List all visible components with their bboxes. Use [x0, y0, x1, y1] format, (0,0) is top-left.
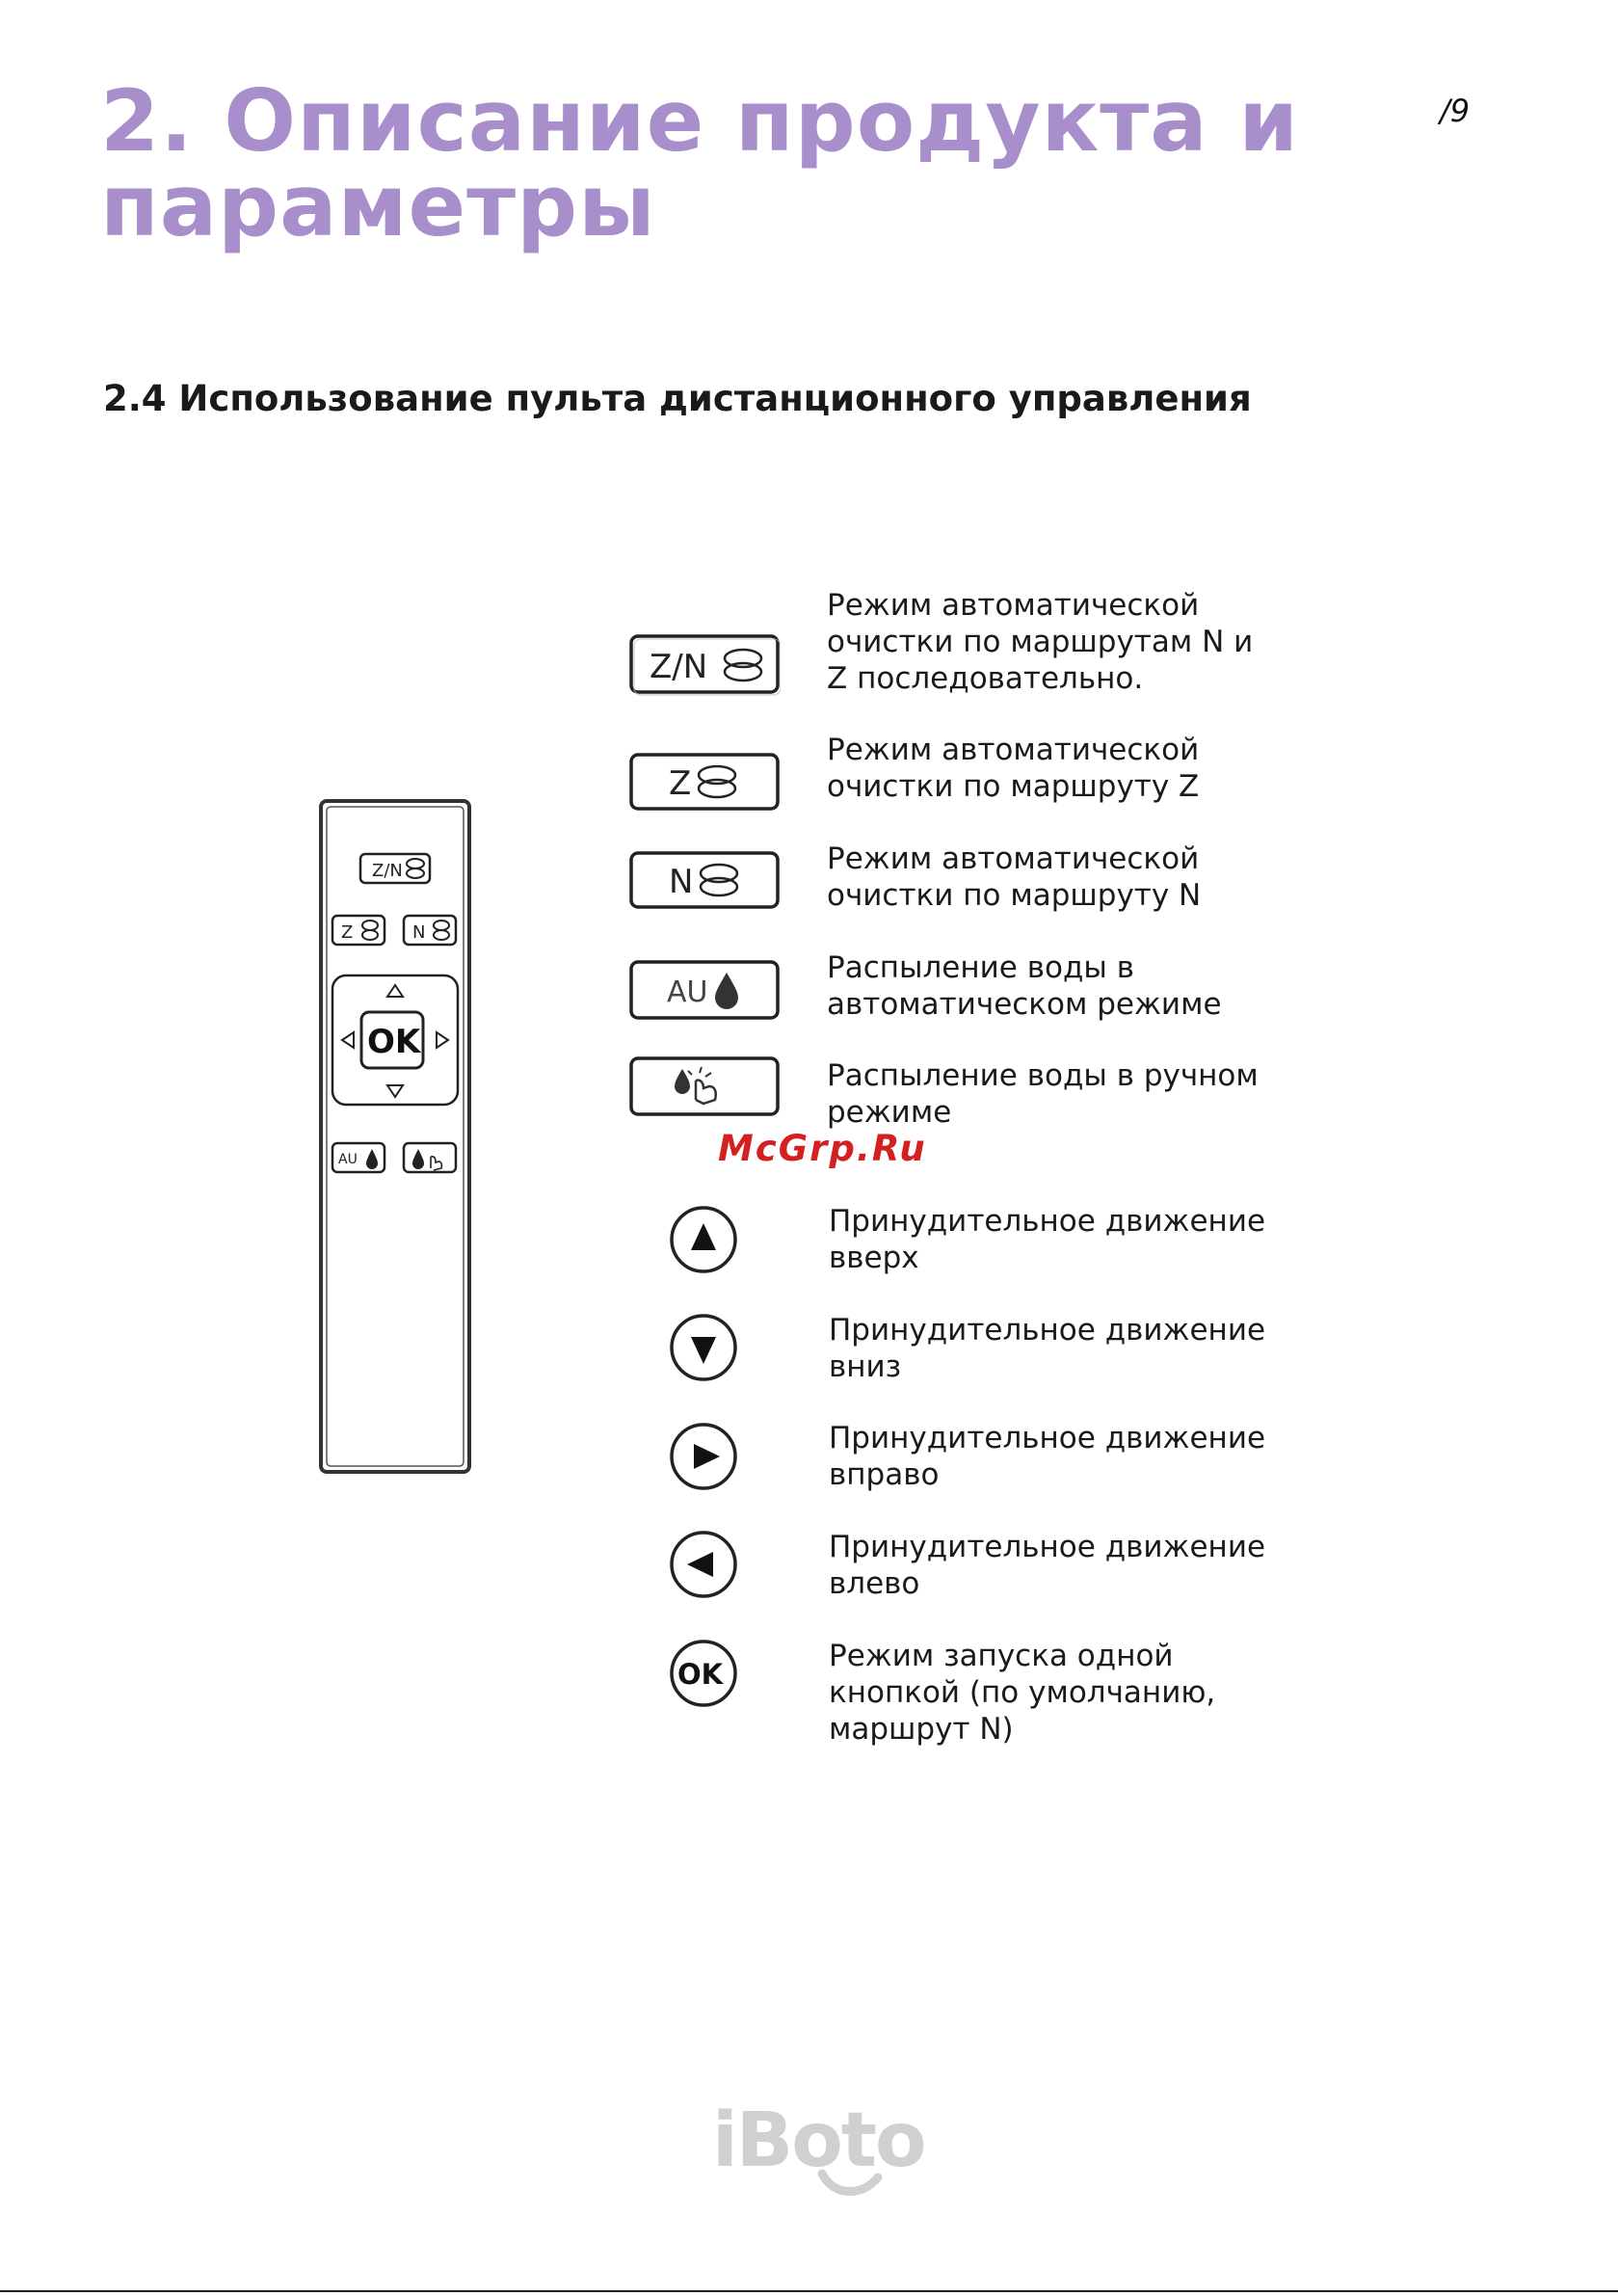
desc-line: влево: [829, 1566, 920, 1601]
n-button-icon: [628, 850, 781, 910]
desc-line: очистки по маршруту N: [827, 878, 1202, 913]
remote-ok-label: OK: [367, 1023, 421, 1061]
desc-line: вправо: [829, 1457, 940, 1492]
desc-line: Режим автоматической: [827, 733, 1200, 767]
desc-line: Принудительное движение: [829, 1421, 1266, 1455]
iboto-logo-text: iBoto: [712, 2097, 925, 2184]
left-arrow-button-description: [829, 1529, 1272, 1602]
desc-line: Распыление воды в ручном: [827, 1058, 1259, 1093]
n-button-description: [827, 841, 1270, 914]
remote-zn-button: [360, 854, 430, 883]
desc-line: Принудительное движение: [829, 1204, 1266, 1239]
z-button-icon: [628, 752, 781, 812]
watermark: McGrp.Ru: [718, 1128, 927, 1169]
desc-line: Режим автоматической: [827, 588, 1200, 623]
left-arrow-button-icon: [668, 1529, 739, 1600]
desc-line: очистки по маршруту Z: [827, 769, 1200, 804]
desc-line: Режим запуска одной: [829, 1639, 1174, 1673]
page-number: /9: [1440, 93, 1471, 129]
desc-line: очистки по маршрутам N и: [827, 625, 1254, 659]
remote-n-button: [404, 916, 456, 945]
page-title-line2: параметры: [100, 156, 656, 255]
desc-line: Принудительное движение: [829, 1530, 1266, 1564]
zn-button-description: [827, 587, 1270, 697]
page-title: [100, 71, 1299, 255]
au-spray-button-icon: [628, 959, 781, 1021]
manual-spray-button-icon: [628, 1055, 781, 1117]
up-arrow-button-description: [829, 1203, 1272, 1276]
zn-button-label: Z/N: [650, 648, 708, 686]
z-button-label: Z: [669, 764, 692, 803]
section-title: 2.4 Использование пульта дистанционного управления: [103, 378, 1252, 419]
desc-line: Z последовательно.: [827, 661, 1144, 696]
desc-line: режиме: [827, 1095, 952, 1130]
iboto-logo: [708, 2096, 930, 2212]
ok-button-label: OK: [677, 1658, 724, 1691]
desc-line: кнопкой (по умолчанию,: [829, 1675, 1216, 1710]
remote-au-label: AU: [338, 1152, 358, 1167]
desc-line: вверх: [829, 1241, 919, 1275]
desc-line: Принудительное движение: [829, 1313, 1266, 1348]
desc-line: Распыление воды в: [827, 950, 1134, 985]
down-arrow-button-description: [829, 1312, 1272, 1385]
n-button-label: N: [669, 863, 694, 901]
au-spray-button-label: AU: [667, 975, 708, 1009]
desc-line: автоматическом режиме: [827, 987, 1222, 1022]
desc-line: Режим автоматической: [827, 841, 1200, 876]
page-title-line1: 2. Описание продукта и: [100, 71, 1299, 171]
remote-n-label: N: [412, 922, 426, 943]
z-button-description: [827, 732, 1270, 805]
ok-button-icon: [668, 1638, 739, 1709]
bottom-divider: [0, 2290, 1618, 2292]
au-spray-button-description: [827, 949, 1270, 1023]
remote-au-button: [332, 1143, 385, 1172]
remote-z-label: Z: [341, 922, 354, 943]
right-arrow-button-icon: [668, 1421, 739, 1492]
down-arrow-button-icon: [668, 1312, 739, 1383]
remote-dpad: [332, 975, 458, 1105]
zn-button-icon: [628, 633, 781, 697]
remote-z-button: [332, 916, 385, 945]
desc-line: маршрут N): [829, 1712, 1014, 1747]
remote-zn-label: Z/N: [372, 861, 403, 881]
remote-control-illustration: [318, 798, 472, 1478]
up-arrow-button-icon: [668, 1204, 739, 1275]
remote-manual-spray-button: [404, 1143, 456, 1172]
desc-line: вниз: [829, 1349, 902, 1384]
manual-spray-button-description: [827, 1057, 1270, 1131]
right-arrow-button-description: [829, 1420, 1272, 1493]
ok-button-description: [829, 1638, 1272, 1748]
